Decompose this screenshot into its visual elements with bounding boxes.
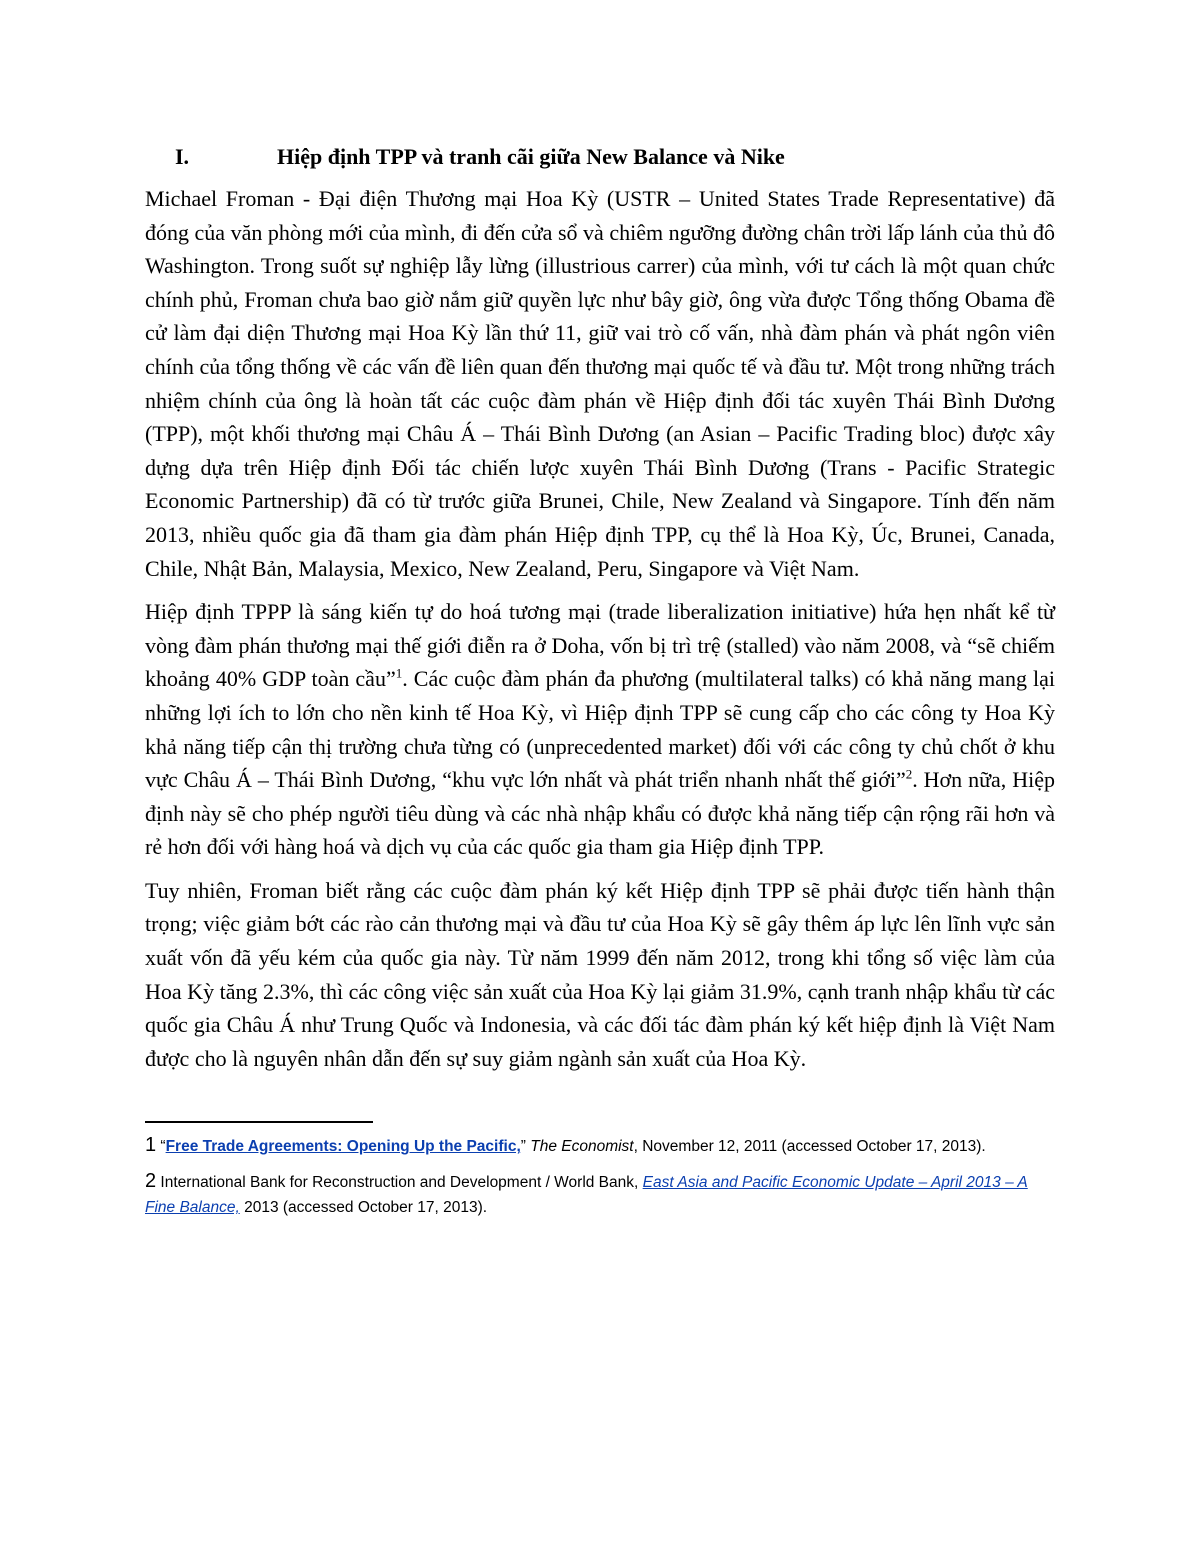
footnote-2-lead: International Bank for Reconstruction and Development / World Bank, [156,1174,643,1192]
paragraph-2-part-b: . Các cuộc đàm phán đa phương (multilateral talks) có khả năng mang lại những lợi ích to lớn cho nền kinh tế Hoa Kỳ, vì Hiệp định TPP sẽ cung cấp cho các công ty Hoa Kỳ khả năng tiếp cận thị trường chưa từng có (unprecedented market) đối với các công ty chủ chốt ở khu vực Châu Á – Thái Bình Dương, “khu vực lớn nhất và phát triển nhanh nhất thế giới” [145,666,1055,793]
footnote-2-link[interactable]: East Asia and Pacific Economic Update – April 2013 – A Fine Balance, [145,1174,1028,1217]
paragraph-2 [145,595,1055,864]
footnote-ref-1[interactable]: 1 [395,665,403,681]
paragraph-2-part-c: . Hơn nữa, Hiệp định này sẽ cho phép người tiêu dùng và các nhà nhập khẩu có được khả năng tiếp cận rộng rãi hơn và rẻ hơn đối với hàng hoá và dịch vụ của các quốc gia tham gia Hiệp định TPP. [145,767,1055,860]
footnote-1-link[interactable]: Free Trade Agreements: Opening Up the Pacific, [165,1138,521,1156]
footnote-1-quote-close: ” [520,1138,526,1156]
footnote-ref-2[interactable]: 2 [905,766,913,782]
paragraph-1: Michael Froman - Đại điện Thương mại Hoa Kỳ (USTR – United States Trade Representative) đã đóng của văn phòng mới của mình, đi đến cửa sổ và chiêm ngưỡng đường chân trời lấp lánh của thủ đô Washington. Trong suốt sự nghiệp lẫy lừng (illustrious carrer) của mình, với tư cách là một quan chức chính phủ, Froman chưa bao giờ nắm giữ quyền lực như bây giờ, ông vừa được Tổng thống Obama đề cử làm đại diện Thương mại Hoa Kỳ lần thứ 11, giữ vai trò cố vấn, nhà đàm phán và phát ngôn viên chính của tổng thống về các vấn đề liên quan đến thương mại quốc tế và đầu tư. Một trong những trách nhiệm chính của ông là hoàn tất các cuộc đàm phán về Hiệp định đối tác xuyên Thái Bình Dương (TPP), một khối thương mại Châu Á – Thái Bình Dương (an Asian – Pacific Trading bloc) được xây dựng dựa trên Hiệp định Đối tác chiến lược xuyên Thái Bình Dương (Trans - Pacific Strategic Economic Partnership) đã có từ trước giữa Brunei, Chile, New Zealand và Singapore. Tính đến năm 2013, nhiều quốc gia đã tham gia đàm phán Hiệp định TPP, cụ thể là Hoa Kỳ, Úc, Brunei, Canada, Chile, Nhật Bản, Malaysia, Mexico, New Zealand, Peru, Singapore và Việt Nam. [145,186,1055,581]
footnote-2-number: 2 [145,1170,157,1193]
paragraph-3: Tuy nhiên, Froman biết rằng các cuộc đàm phán ký kết Hiệp định TPP sẽ phải được tiến hành thận trọng; việc giảm bớt các rào cản thương mại và đầu tư của Hoa Kỳ sẽ gây thêm áp lực lên lĩnh vực sản xuất vốn đã yếu kém của quốc gia này. Từ năm 1999 đến năm 2012, trong khi tổng số việc làm của Hoa Kỳ tăng 2.3%, thì các công việc sản xuất của Hoa Kỳ lại giảm 31.9%, cạnh tranh nhập khẩu từ các quốc gia Châu Á như Trung Quốc và Indonesia, và các đối tác đàm phán ký kết hiệp định là Việt Nam được cho là nguyên nhân dẫn đến sự suy giảm ngành sản xuất của Hoa Kỳ. [145,877,1055,1071]
section-heading [145,142,1055,172]
footnote-1 [145,1133,1055,1159]
footnote-1-rest: , November 12, 2011 (accessed October 17, 2013). [633,1138,986,1156]
footnote-1-quote-open: “ [156,1138,166,1156]
section-title: Hiệp định TPP và tranh cãi giữa New Balance và Nike [277,144,785,169]
section-number: I. [175,144,190,169]
footnote-1-source: The Economist [530,1138,634,1156]
footnote-2 [145,1169,1055,1220]
footnote-separator [145,1121,373,1123]
paragraph-2-part-a: Hiệp định TPPP là sáng kiến tự do hoá tương mại (trade liberalization initiative) hứa hẹn nhất kể từ vòng đàm phán thương mại thế giới điễn ra ở Doha, vốn bị trì trệ (stalled) vào năm 2008, và “sẽ chiếm khoảng 40% GDP toàn cầu” [145,599,1055,692]
footnote-2-rest: 2013 (accessed October 17, 2013). [239,1199,488,1217]
footnote-1-number: 1 [145,1134,157,1157]
